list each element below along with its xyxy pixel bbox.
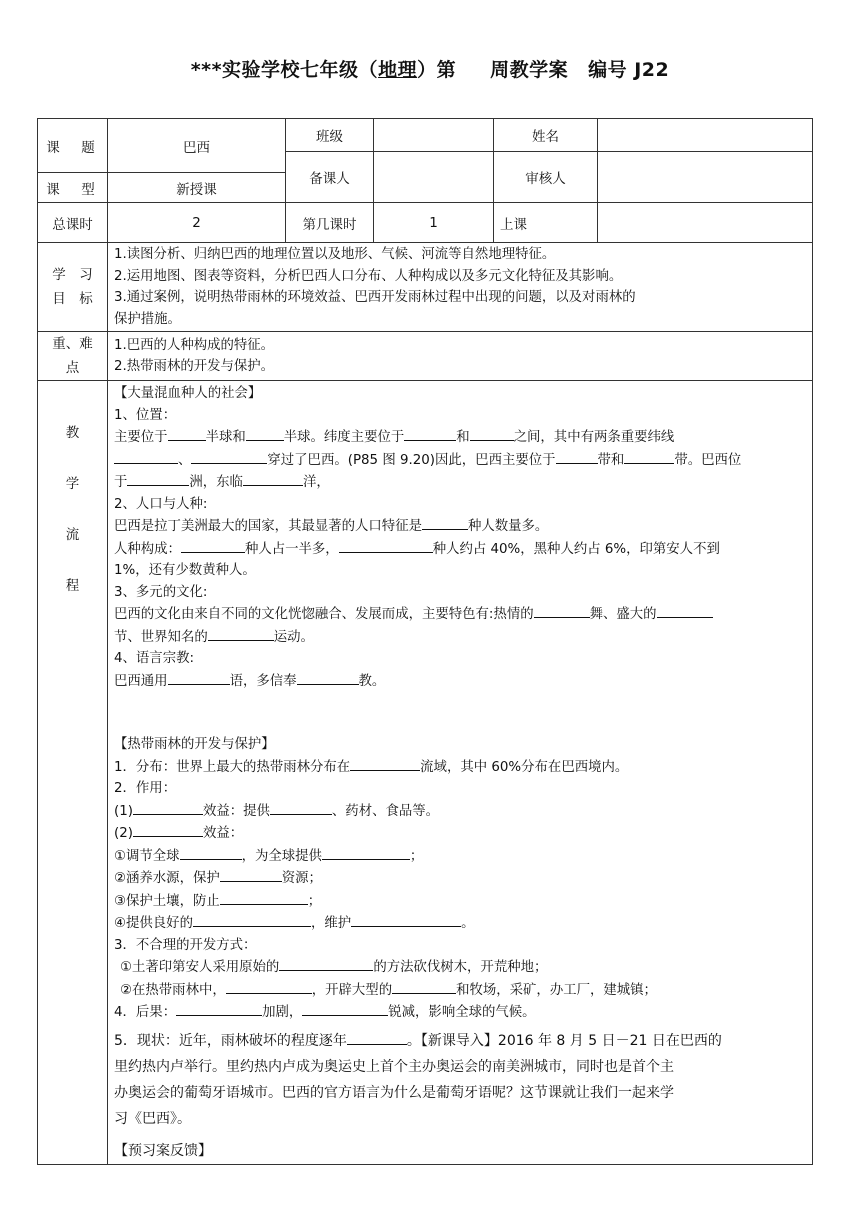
content-line: 习《巴西》。 [114, 1110, 191, 1127]
key-content [108, 332, 813, 381]
section-title: 【大量混血种人的社会】 [114, 386, 262, 401]
process-label-char: 流 [65, 527, 80, 543]
content-line: 、 穿过了巴西。(P85 图 9.20)因此，巴西主要位于 带和 带。巴西位 [114, 449, 806, 472]
content-line: 于 洲，东临 洋， [114, 471, 806, 494]
fill-blank[interactable] [226, 979, 312, 994]
fill-blank[interactable] [220, 890, 308, 905]
fill-blank[interactable] [392, 979, 456, 994]
which-value: 1 [374, 203, 494, 243]
fill-blank[interactable] [176, 1001, 262, 1016]
content-line: 办奥运会的葡萄牙语城市。巴西的官方语言为什么是葡萄牙语呢？这节课就让我们一起来学 [114, 1084, 674, 1101]
key-label [38, 332, 108, 381]
goals-label [38, 243, 108, 332]
fill-blank[interactable] [624, 449, 674, 464]
class-label: 班级 [286, 119, 374, 152]
topic-label: 课 题 [38, 119, 108, 173]
content-line: (2) 效益： [114, 822, 806, 845]
goals-label-line: 目 标 [52, 291, 93, 307]
which-label: 第几课时 [286, 203, 374, 243]
content-line: 1%，还有少数黄种人。 [114, 563, 256, 578]
fill-blank[interactable] [339, 538, 433, 553]
fill-blank[interactable] [347, 1030, 407, 1045]
name-value[interactable] [598, 119, 813, 152]
fill-blank[interactable] [133, 822, 203, 837]
fill-blank[interactable] [168, 670, 230, 685]
content-line: ①调节全球 ，为全球提供 ； [114, 845, 806, 868]
class-value[interactable] [374, 119, 494, 152]
content-line: ③保护土壤，防止 ； [114, 890, 806, 913]
content-line: ②涵养水源，保护 资源； [114, 867, 806, 890]
goal-line: 3.通过案例，说明热带雨林的环境效益、巴西开发雨林过程中出现的问题，以及对雨林的 [114, 290, 636, 305]
goal-line: 保护措施。 [114, 311, 181, 327]
subsection-title: 3．不合理的开发方式： [114, 937, 257, 953]
goals-content [108, 243, 813, 332]
title-number: 编号 J22 [588, 59, 670, 81]
total-label: 总课时 [38, 203, 108, 243]
content-line: 人种构成： 种人占一半多， 种人约占 40%，黑种人约占 6%，印第安人不到 [114, 538, 806, 561]
content-line: (1) 效益：提供 、药材、食品等。 [114, 800, 806, 823]
content-line: 1．分布：世界上最大的热带雨林分布在 流域，其中 60%分布在巴西境内。 [114, 756, 806, 779]
section-title: 【预习案反馈】 [114, 1142, 212, 1159]
preparer-value[interactable] [374, 152, 494, 203]
topic-value: 巴西 [108, 119, 286, 173]
fill-blank[interactable] [133, 800, 203, 815]
lesson-plan-table [37, 118, 813, 1165]
class-time-label: 上课 [494, 203, 598, 243]
key-label-line: 重、难 [52, 336, 93, 352]
fill-blank[interactable] [657, 603, 713, 618]
fill-blank[interactable] [279, 956, 373, 971]
content-line: ④提供良好的 ，维护 。 [114, 912, 806, 935]
subsection-title: 1、位置： [114, 407, 177, 423]
process-content [108, 381, 813, 1165]
process-label-char: 教 [65, 425, 80, 441]
fill-blank[interactable] [220, 867, 282, 882]
content-line: 里约热内卢举行。里约热内卢成为奥运史上首个主办奥运会的南美洲城市，同时也是首个主 [114, 1058, 674, 1075]
key-line: 1.巴西的人种构成的特征。 [114, 337, 275, 353]
process-label-char: 程 [65, 578, 80, 594]
section-title: 【热带雨林的开发与保护】 [114, 737, 275, 752]
title-subject: 地理 [378, 59, 418, 81]
key-label-line: 点 [65, 360, 80, 376]
fill-blank[interactable] [556, 449, 598, 464]
fill-blank[interactable] [351, 912, 461, 927]
page-title [0, 55, 860, 82]
fill-blank[interactable] [180, 845, 242, 860]
content-line: 主要位于 半球和 半球。纬度主要位于 和 之间，其中有两条重要纬线 [114, 426, 806, 449]
reviewer-label: 审核人 [494, 152, 598, 203]
class-time-value[interactable] [598, 203, 813, 243]
fill-blank[interactable] [191, 449, 267, 464]
goal-line: 2.运用地图、图表等资料，分析巴西人口分布、人种构成以及多元文化特征及其影响。 [114, 268, 623, 284]
goal-line: 1.读图分析、归纳巴西的地理位置以及地形、气候、河流等自然地理特征。 [114, 247, 556, 262]
process-label-char: 学 [65, 476, 80, 492]
content-line: ①土著印第安人采用原始的 的方法砍伐树木，开荒种地； [114, 956, 806, 979]
subsection-title: 3、多元的文化: [114, 584, 208, 600]
fill-blank[interactable] [422, 515, 468, 530]
name-label: 姓名 [494, 119, 598, 152]
fill-blank[interactable] [534, 603, 590, 618]
reviewer-value[interactable] [598, 152, 813, 203]
subsection-title: 2、人口与人种: [114, 496, 208, 512]
fill-blank[interactable] [404, 426, 456, 441]
fill-blank[interactable] [302, 1001, 388, 1016]
process-label [38, 381, 108, 1165]
type-label: 课 型 [38, 173, 108, 203]
fill-blank[interactable] [297, 670, 359, 685]
fill-blank[interactable] [350, 756, 420, 771]
content-line: 4．后果： 加剧， 锐减，影响全球的气候。 [114, 1001, 806, 1024]
fill-blank[interactable] [114, 449, 178, 464]
fill-blank[interactable] [246, 426, 284, 441]
content-line: 5．现状：近年，雨林破坏的程度逐年 。【新课导入】2016 年 8 月 5 日－21 日在巴西的 [114, 1028, 806, 1054]
goals-label-line: 学 习 [52, 267, 93, 283]
fill-blank[interactable] [181, 538, 245, 553]
preparer-label: 备课人 [286, 152, 374, 203]
fill-blank[interactable] [168, 426, 206, 441]
content-line: 巴西是拉丁美洲最大的国家，其最显著的人口特征是 种人数量多。 [114, 515, 806, 538]
fill-blank[interactable] [208, 626, 274, 641]
type-value: 新授课 [108, 173, 286, 203]
content-line: 节、世界知名的 运动。 [114, 626, 806, 649]
subsection-title: 2．作用： [114, 781, 177, 796]
title-part-1: ***实验学校七年级（ [190, 59, 379, 81]
key-line: 2.热带雨林的开发与保护。 [114, 359, 275, 374]
content-line: 巴西通用 语，多信奉 教。 [114, 670, 806, 693]
total-value: 2 [108, 203, 286, 243]
content-line: 巴西的文化由来自不同的文化恍惚融合、发展而成，主要特色有:热情的 舞、盛大的 [114, 603, 806, 626]
title-part-2: ）第 [417, 59, 457, 81]
fill-blank[interactable] [127, 471, 189, 486]
fill-blank[interactable] [270, 800, 332, 815]
title-part-3: 周教学案 [490, 59, 569, 81]
content-line: ②在热带雨林中， ，开辟大型的 和牧场，采矿，办工厂，建城镇； [114, 979, 806, 1002]
fill-blank[interactable] [193, 912, 311, 927]
fill-blank[interactable] [243, 471, 303, 486]
subsection-title: 4、语言宗教: [114, 651, 194, 666]
fill-blank[interactable] [322, 845, 410, 860]
fill-blank[interactable] [470, 426, 514, 441]
